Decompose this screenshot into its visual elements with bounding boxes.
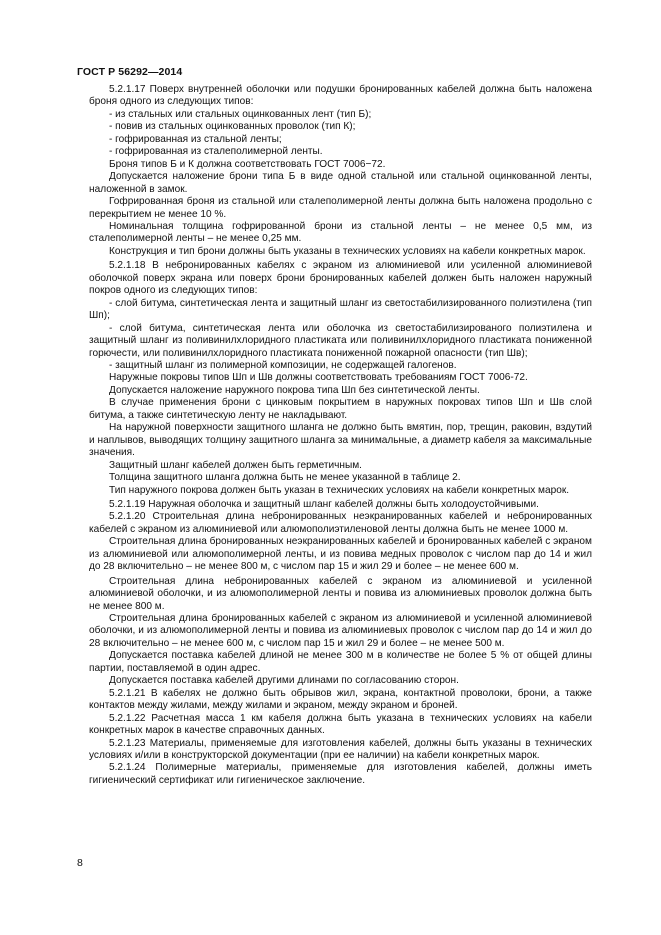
paragraph: Допускается поставка кабелей другими длинами по согласованию сторон. — [109, 675, 459, 687]
paragraph: Допускается наложение наружного покрова типа Шп без синтетической ленты. — [109, 384, 480, 396]
paragraph: Допускается наложение брони типа Б в виде одной стальной или стальной оцинкованной ленты, наложенной в замок. — [89, 171, 592, 195]
paragraph: Допускается поставка кабелей длиной не менее 300 м в количестве не более 5 % от общей длины партии, поставляемой в один адрес. — [89, 650, 592, 674]
paragraph: В случае применения брони с цинковым покрытием в наружных покровах типов Шп и Шв слой битума, а также синтетическую ленту не накладывают. — [89, 397, 592, 421]
list-item: - гофрированная из стальной ленты; — [109, 133, 282, 145]
paragraph: Строительная длина небронированных кабелей с экраном из алюминиевой и усиленной алюминиевой оболочки, и из алюмополимерной ленты и повива из алюминиевых проволок должна быть не менее 800 м. — [89, 575, 592, 612]
paragraph: 5.2.1.20 Строительная длина небронированных неэкранированных кабелей и небронированных кабелей с экраном из алюминиевой или алюмополиэтиленовой ленты должна быть не менее 1000 м. — [89, 511, 592, 535]
paragraph: 5.2.1.24 Полимерные материалы, применяемые для изготовления кабелей, должны иметь гигиенический сертификат или гигиеническое заключение. — [89, 762, 592, 786]
paragraph: 5.2.1.19 Наружная оболочка и защитный шланг кабелей должны быть холодоустойчивыми. — [109, 498, 539, 510]
list-item: - гофрированная из сталеполимерной ленты. — [109, 146, 323, 158]
paragraph: Броня типов Б и К должна соответствовать ГОСТ 7006−72. — [109, 158, 386, 170]
paragraph: Толщина защитного шланга должна быть не менее указанной в таблице 2. — [109, 472, 461, 484]
page-number: 8 — [77, 857, 83, 869]
paragraph: Наружные покровы типов Шп и Шв должны соответствовать требованиям ГОСТ 7006-72. — [109, 372, 528, 384]
list-item: - слой битума, синтетическая лента или оболочка из светостабилизированого полиэтилена и защитный шланг из поливинилхлоридного пластиката или поливинилхлоридного пластиката пониженной горючести, или поливинилхлоридного пластиката пониженной пожарной опасности (тип Шв); — [89, 322, 592, 359]
paragraph: 5.2.1.23 Материалы, применяемые для изготовления кабелей, должны быть указаны в технических условиях и/или в конструкторской документации (при ее наличии) на кабели конкретных марок. — [89, 737, 592, 762]
document-header: ГОСТ Р 56292—2014 — [77, 66, 183, 78]
list-item: - из стальных или стальных оцинкованных лент (тип Б); — [109, 108, 372, 120]
paragraph: Строительная длина бронированных кабелей с экраном из алюминиевой и усиленной алюминиевой оболочки, и из алюмополимерной ленты и повива из алюминиевых проволок с числом пар до 14 и жил до 28 включительно – не менее 600 м, с числом пар 15 и жил 29 и более – не менее 500 м. — [89, 613, 592, 649]
paragraph: Гофрированная броня из стальной или сталеполимерной ленты должна быть наложена продольно с перекрытием не менее 10 %. — [89, 196, 592, 220]
list-item: - слой битума, синтетическая лента и защитный шланг из светостабилизированного полиэтилена (тип Шп); — [89, 297, 592, 322]
paragraph: 5.2.1.18 В небронированных кабелях с экраном из алюминиевой или усиленной алюминиевой оболочкой поверх экрана или поверх брони бронированных кабелей должен быть наложен наружный покров одного из следующих типов: — [89, 260, 592, 297]
paragraph: На наружной поверхности защитного шланга не должно быть вмятин, пор, трещин, раковин, вздутий и наплывов, выводящих толщину защитного шланга за минимальные, а диаметр кабеля за максимальные значения. — [89, 422, 592, 459]
paragraph: 5.2.1.21 В кабелях не должно быть обрывов жил, экрана, контактной проволоки, брони, а также контактов между жилами, между жилами и экраном, между экраном и броней. — [89, 687, 592, 712]
paragraph: Конструкция и тип брони должны быть указаны в технических условиях на кабели конкретных марок. — [109, 245, 586, 257]
paragraph: Номинальная толщина гофрированной брони из стальной ленты – не менее 0,5 мм, из сталеполимерной ленты – не менее 0,25 мм. — [89, 220, 592, 245]
document-body — [89, 84, 592, 787]
paragraph: Защитный шланг кабелей должен быть герметичным. — [109, 459, 362, 471]
paragraph: Строительная длина бронированных неэкранированных кабелей и бронированных кабелей с экраном из алюминиевой или алюмополимерной ленты, и из повива медных проволок с числом пар до 14 и жил до 28 включительно – не менее 800 м, с числом пар 15 и жил 29 и более – не менее 600 м. — [89, 536, 592, 573]
paragraph: 5.2.1.22 Расчетная масса 1 км кабеля должна быть указана в технических условиях на кабели конкретных марок в качестве справочных данных. — [89, 712, 592, 737]
list-item: - повив из стальных оцинкованных проволок (тип К); — [109, 121, 356, 133]
paragraph: 5.2.1.17 Поверх внутренней оболочки или подушки бронированных кабелей должна быть наложена броня одного из следующих типов: — [89, 84, 592, 108]
paragraph: Тип наружного покрова должен быть указан в технических условиях на кабели конкретных марок. — [109, 484, 570, 496]
list-item: - защитный шланг из полимерной композиции, не содержащей галогенов. — [109, 359, 457, 371]
